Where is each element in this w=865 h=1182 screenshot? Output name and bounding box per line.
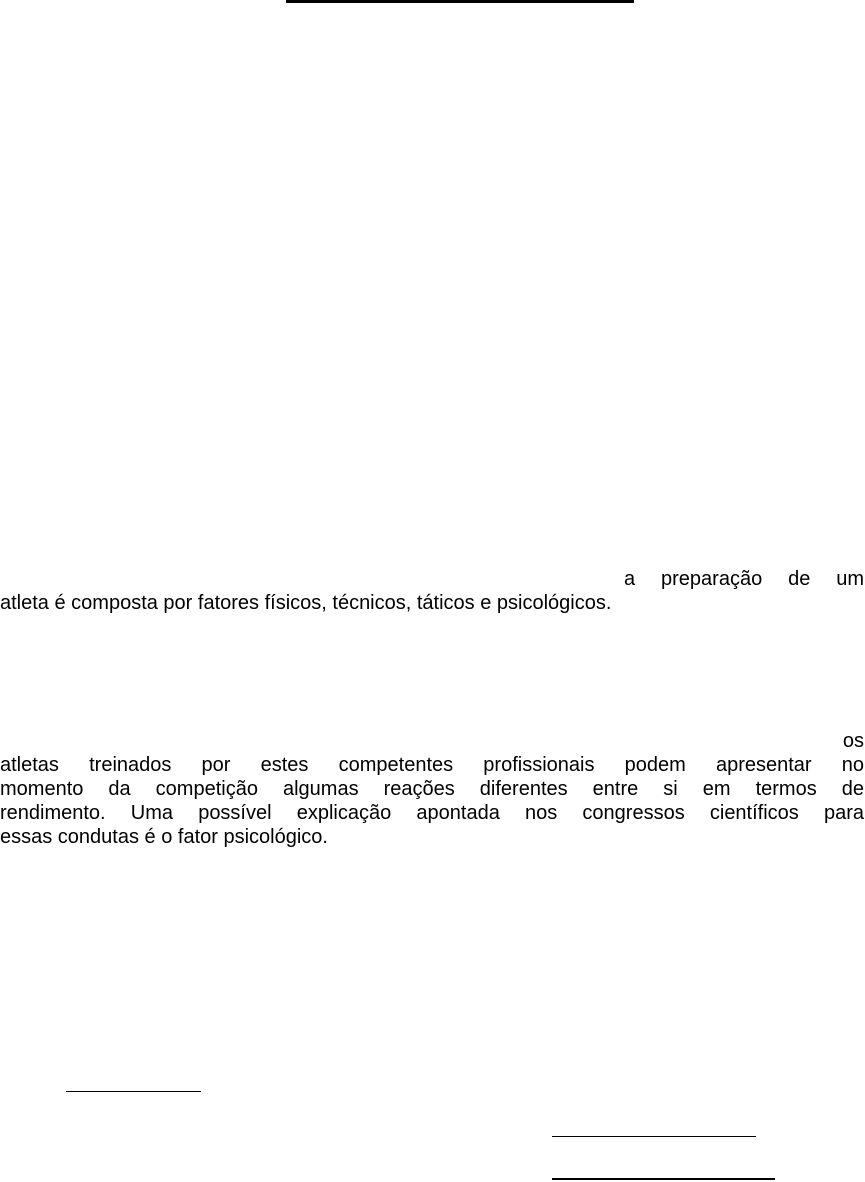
signature-rule-2 <box>552 1178 775 1180</box>
signature-rule-1 <box>552 1136 756 1137</box>
paragraph-athletes-line-4: rendimento. Uma possível explicação apontada nos congressos científicos para <box>0 802 864 824</box>
paragraph-athletes-line-2: atletas treinados por estes competentes profissionais podem apresentar no <box>0 754 864 776</box>
paragraph-preparation-line-2: atleta é composta por fatores físicos, técnicos, táticos e psicológicos. <box>0 592 612 614</box>
paragraph-athletes <box>0 729 864 849</box>
paragraph-athletes-line-5: essas condutas é o fator psicológico. <box>0 826 328 848</box>
paragraph-athletes-line-1: os <box>842 730 864 752</box>
top-rule <box>286 0 634 3</box>
footnote-rule <box>66 1091 201 1092</box>
paragraph-athletes-line-3: momento da competição algumas reações diferentes entre si em termos de <box>0 778 864 800</box>
paragraph-preparation-line-1: a preparação de um <box>624 568 864 590</box>
paragraph-preparation <box>0 567 864 615</box>
